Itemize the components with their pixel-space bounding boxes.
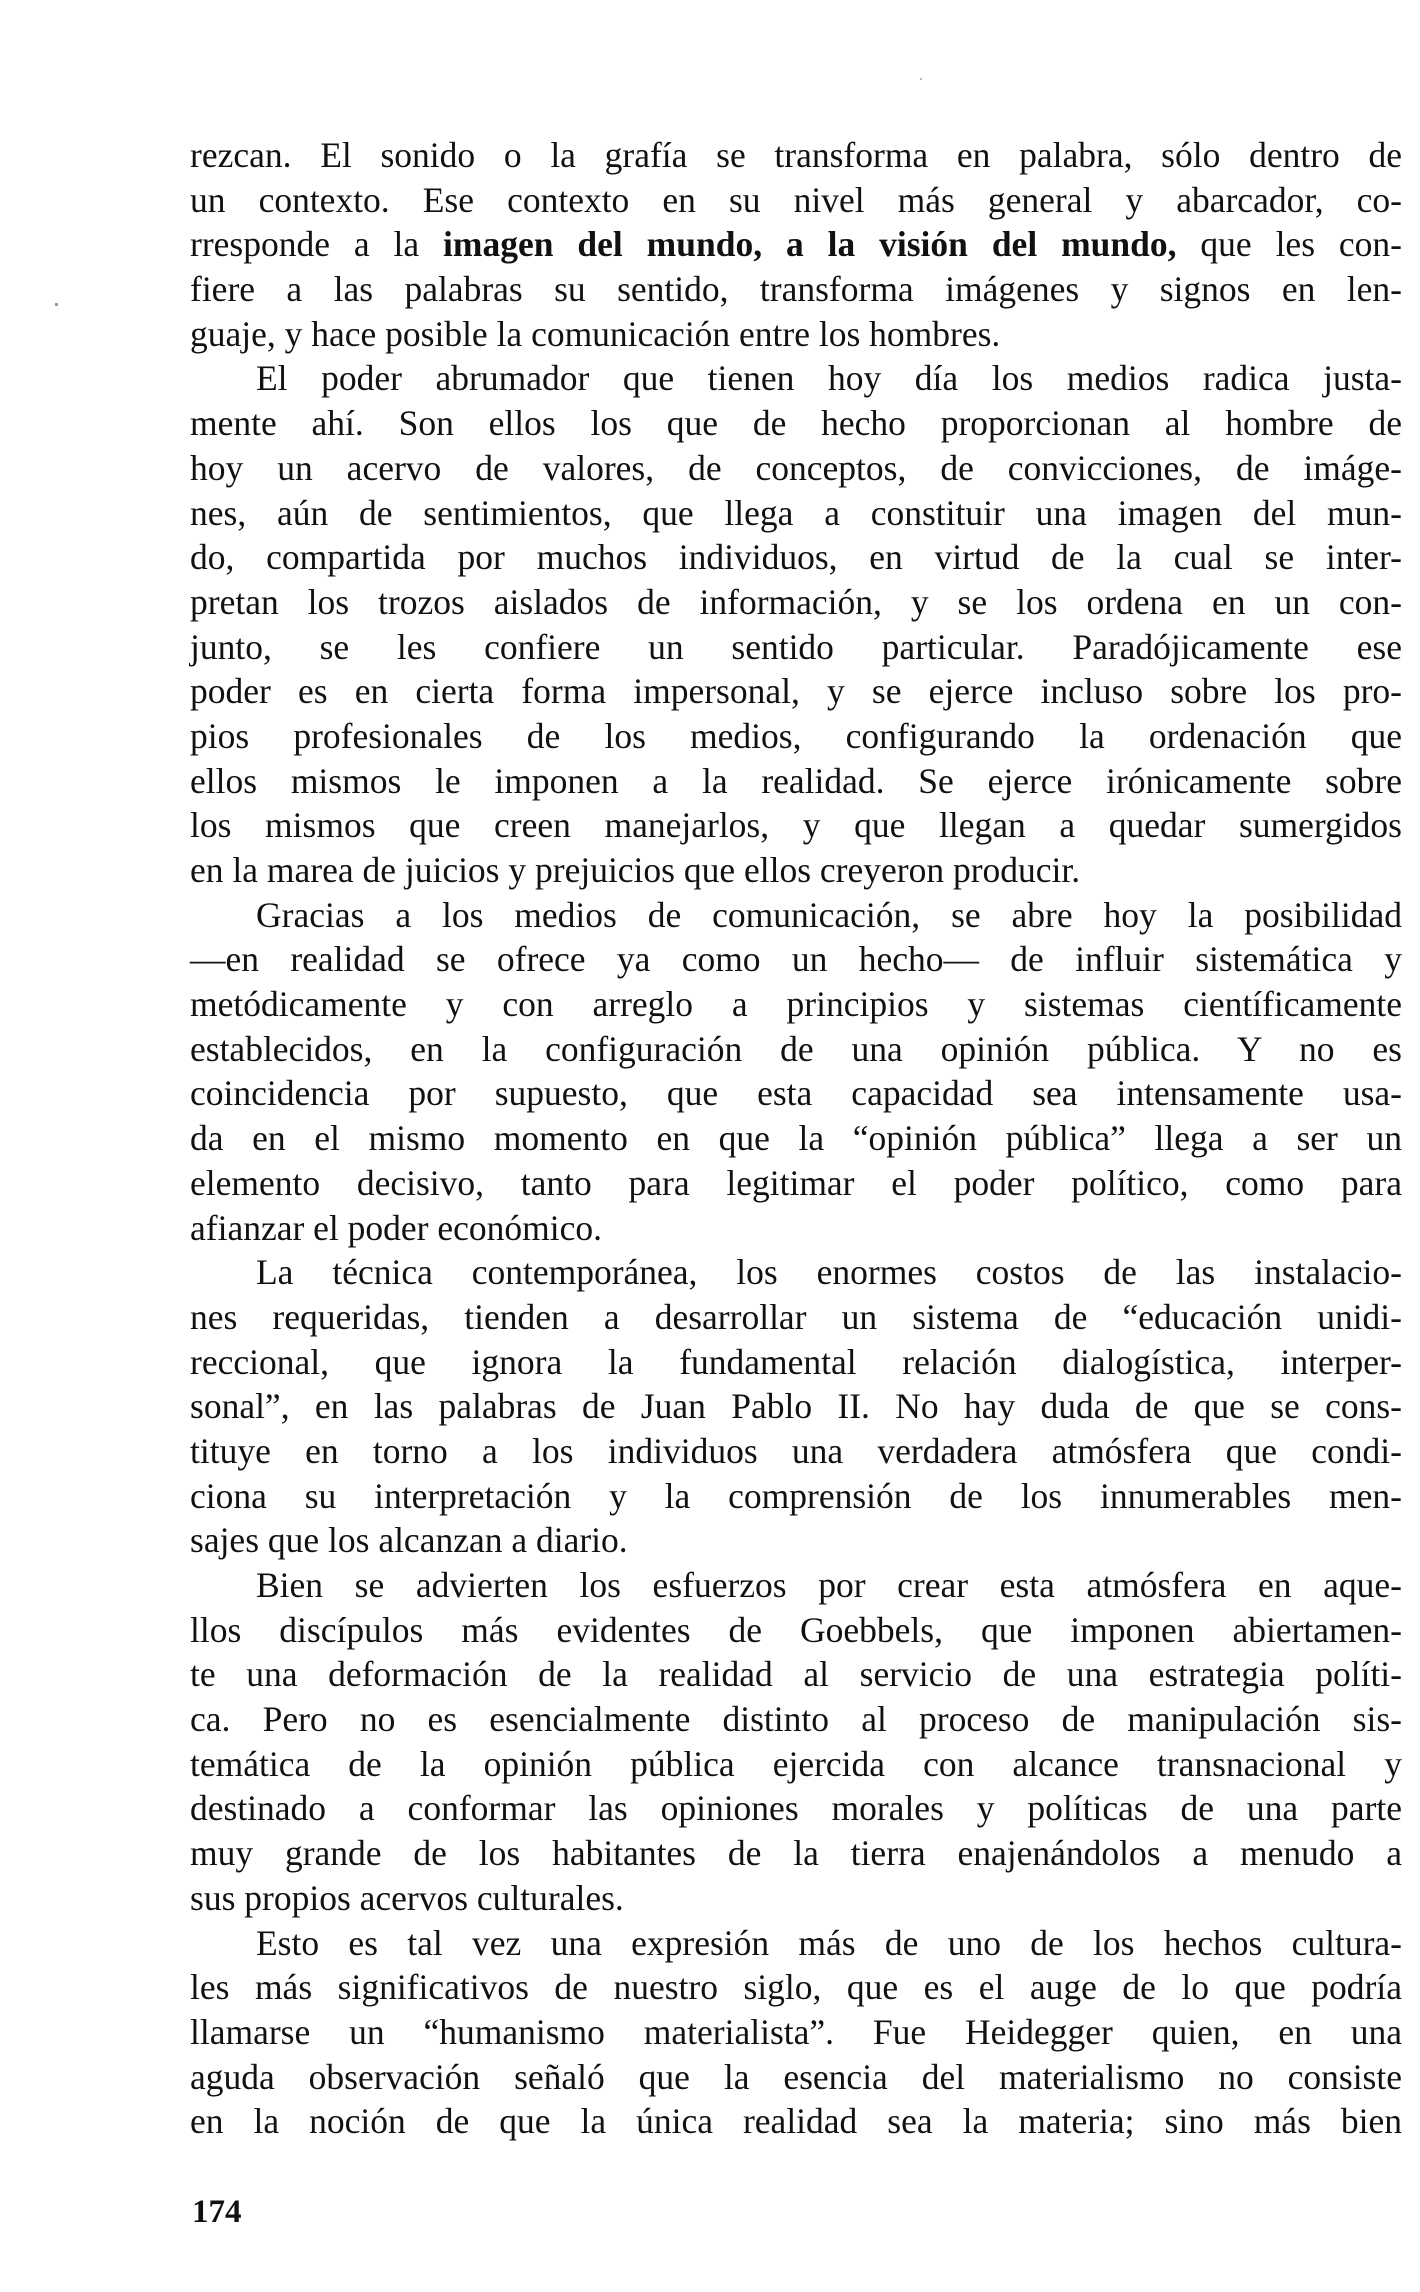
text-line (190, 2055, 1402, 2100)
text-segment: pios profesionales de los medios, configurando la ordenación que (190, 715, 1402, 756)
paragraph (190, 133, 1402, 356)
text-segment: ca. Pero no es esencialmente distinto al proceso de manipulación sis- (190, 1699, 1402, 1740)
text-line (190, 267, 1402, 312)
text-line (190, 1071, 1402, 1116)
text-line (190, 982, 1402, 1027)
text-line (190, 937, 1402, 982)
paragraph (190, 1563, 1402, 1921)
text-segment: un contexto. Ese contexto en su nivel más general y abarcador, co- (190, 179, 1402, 220)
text-line (190, 178, 1402, 223)
text-segment: mente ahí. Son ellos los que de hecho proporcionan al hombre de (190, 403, 1402, 444)
text-line (190, 1116, 1402, 1161)
text-line (190, 803, 1402, 848)
text-segment: temática de la opinión pública ejercida con alcance transnacional y (190, 1743, 1402, 1784)
text-segment: llos discípulos más evidentes de Goebbels, que imponen abiertamen- (190, 1609, 1402, 1650)
text-line (190, 1652, 1402, 1697)
text-segment: que les con- (1176, 224, 1402, 265)
bold-phrase: imagen del mundo, a la visión del mundo, (443, 224, 1177, 265)
text-segment: te una deformación de la realidad al servicio de una estrategia políti- (190, 1654, 1402, 1695)
text-segment: muy grande de los habitantes de la tierra enajenándolos a menudo a (190, 1833, 1402, 1874)
text-segment: nes, aún de sentimientos, que llega a constituir una imagen del mun- (190, 492, 1402, 533)
page-number: 174 (192, 2194, 242, 2230)
text-segment: ellos mismos le imponen a la realidad. Se ejerce irónicamente sobre (190, 760, 1402, 801)
text-segment: tituye en torno a los individuos una verdadera atmósfera que condi- (190, 1430, 1402, 1471)
text-line (190, 848, 1402, 893)
text-line (190, 1295, 1402, 1340)
text-line (190, 535, 1402, 580)
text-segment: fiere a las palabras su sentido, transforma imágenes y signos en len- (190, 269, 1402, 310)
text-segment: afianzar el poder económico. (190, 1207, 602, 1248)
text-segment: aguda observación señaló que la esencia del materialismo no consiste (190, 2056, 1402, 2097)
text-segment: Gracias a los medios de comunicación, se abre hoy la posibilidad (256, 894, 1402, 935)
text-line (190, 2010, 1402, 2055)
text-segment: sus propios acervos culturales. (190, 1877, 624, 1918)
text-line (190, 1340, 1402, 1385)
paragraph (190, 1250, 1402, 1563)
text-segment: hoy un acervo de valores, de conceptos, de convicciones, de imáge- (190, 447, 1402, 488)
text-line (190, 759, 1402, 804)
text-line (190, 1608, 1402, 1653)
text-line (190, 446, 1402, 491)
text-line (190, 1474, 1402, 1519)
text-segment: guaje, y hace posible la comunicación entre los hombres. (190, 313, 1001, 354)
text-segment: los mismos que creen manejarlos, y que llegan a quedar sumergidos (190, 805, 1402, 846)
body-text (190, 133, 1402, 2144)
paragraph (190, 893, 1402, 1251)
text-line (190, 1786, 1402, 1831)
text-segment: ciona su interpretación y la comprensión de los innumerables men- (190, 1475, 1402, 1516)
text-line (190, 356, 1402, 401)
text-line (190, 1697, 1402, 1742)
text-line (190, 714, 1402, 759)
paragraph (190, 356, 1402, 892)
text-line (190, 1876, 1402, 1921)
text-line (190, 1518, 1402, 1563)
text-line (190, 580, 1402, 625)
text-line (190, 1742, 1402, 1787)
paragraph (190, 1921, 1402, 2144)
text-line (190, 669, 1402, 714)
text-segment: en la noción de que la única realidad sea la materia; sino más bien (190, 2101, 1402, 2142)
text-line (190, 1921, 1402, 1966)
text-segment: El poder abrumador que tienen hoy día los medios radica justa- (256, 358, 1402, 399)
text-segment: sajes que los alcanzan a diario. (190, 1520, 628, 1561)
text-segment: poder es en cierta forma impersonal, y se ejerce incluso sobre los pro- (190, 671, 1402, 712)
text-segment: elemento decisivo, tanto para legitimar el poder político, como para (190, 1162, 1402, 1203)
text-line (190, 491, 1402, 536)
text-line (190, 1965, 1402, 2010)
text-segment: nes requeridas, tienden a desarrollar un sistema de “educación unidi- (190, 1296, 1402, 1337)
text-line (190, 133, 1402, 178)
text-line (190, 1161, 1402, 1206)
text-segment: coincidencia por supuesto, que esta capacidad sea intensamente usa- (190, 1073, 1402, 1114)
text-line (190, 222, 1402, 267)
text-segment: destinado a conformar las opiniones morales y políticas de una parte (190, 1788, 1402, 1829)
text-segment: establecidos, en la configuración de una opinión pública. Y no es (190, 1028, 1402, 1069)
text-line (190, 1206, 1402, 1251)
margin-speck (920, 78, 922, 80)
text-segment: llamarse un “humanismo materialista”. Fue Heidegger quien, en una (190, 2011, 1402, 2052)
text-segment: sonal”, en las palabras de Juan Pablo II. No hay duda de que se cons- (190, 1386, 1402, 1427)
text-line (190, 1831, 1402, 1876)
text-segment: da en el mismo momento en que la “opinión pública” llega a ser un (190, 1118, 1402, 1159)
text-line (190, 893, 1402, 938)
text-segment: metódicamente y con arreglo a principios y sistemas científicamente (190, 984, 1402, 1025)
text-line (190, 401, 1402, 446)
text-segment: do, compartida por muchos individuos, en virtud de la cual se inter- (190, 537, 1402, 578)
text-segment: rezcan. El sonido o la grafía se transforma en palabra, sólo dentro de (190, 135, 1402, 175)
text-line (190, 1429, 1402, 1474)
text-line (190, 1027, 1402, 1072)
text-segment: rresponde a la (190, 224, 444, 265)
text-segment: Esto es tal vez una expresión más de uno de los hechos cultura- (256, 1922, 1402, 1963)
text-line (190, 1384, 1402, 1429)
text-segment: reccional, que ignora la fundamental relación dialogística, interper- (190, 1341, 1402, 1382)
text-line (190, 1563, 1402, 1608)
text-line (190, 2099, 1402, 2144)
text-segment: en la marea de juicios y prejuicios que ellos creyeron producir. (190, 850, 1081, 890)
text-line (190, 625, 1402, 670)
text-segment: junto, se les confiere un sentido particular. Paradójicamente ese (190, 626, 1402, 667)
text-segment: pretan los trozos aislados de información, y se los ordena en un con- (190, 581, 1402, 622)
text-line (190, 1250, 1402, 1295)
margin-speck (55, 303, 58, 306)
text-line (190, 312, 1402, 357)
text-segment: Bien se advierten los esfuerzos por crear esta atmósfera en aque- (256, 1565, 1402, 1605)
text-segment: La técnica contemporánea, los enormes costos de las instalacio- (256, 1252, 1402, 1293)
text-segment: —en realidad se ofrece ya como un hecho— de influir sistemática y (190, 939, 1402, 980)
text-segment: les más significativos de nuestro siglo, que es el auge de lo que podría (190, 1967, 1402, 2008)
